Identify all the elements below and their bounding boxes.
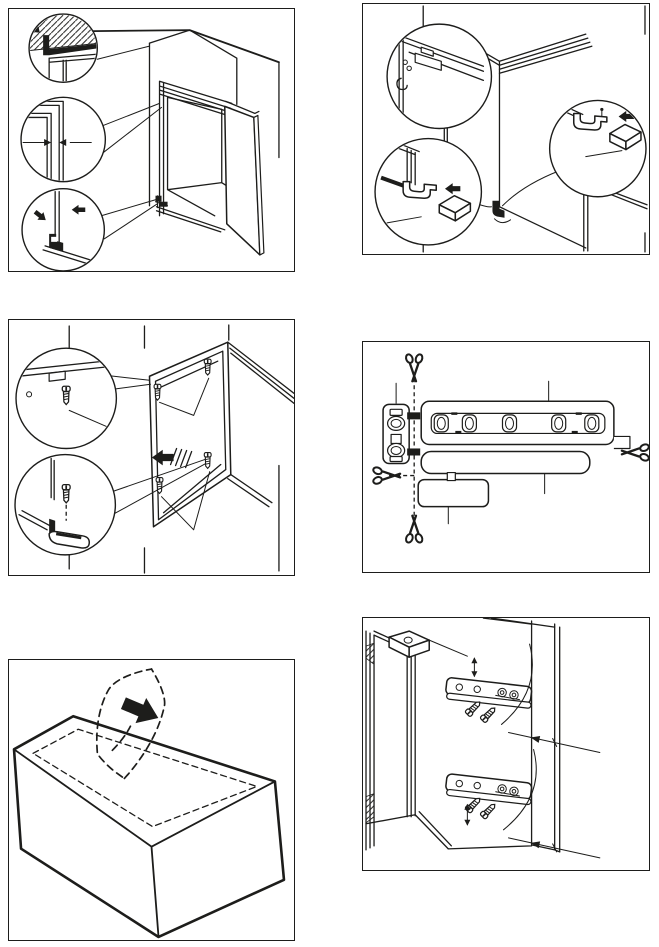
panel-packaging-film bbox=[8, 659, 295, 941]
screw-icon bbox=[480, 705, 498, 723]
peel-arrow-icon bbox=[118, 691, 164, 731]
scissors-icon bbox=[405, 353, 424, 381]
figure-cover-caps bbox=[363, 4, 649, 254]
callout-leaders bbox=[97, 46, 161, 239]
sealing-strip bbox=[421, 451, 590, 473]
callout-top-hinge bbox=[387, 24, 491, 128]
perforation-outline bbox=[33, 729, 257, 826]
figure-cutting-plan bbox=[363, 342, 649, 572]
callout-right-cap bbox=[550, 100, 646, 196]
callout-bottom-gap bbox=[22, 189, 104, 271]
callout-side-gap bbox=[21, 97, 105, 181]
figure-mounting-rails bbox=[363, 618, 649, 870]
scissors-icon bbox=[372, 466, 400, 485]
decor-frame bbox=[149, 342, 230, 527]
distance-arrow bbox=[429, 640, 477, 677]
screw-icon bbox=[62, 485, 70, 503]
peel-film bbox=[97, 669, 165, 778]
appliance-door-edge bbox=[366, 631, 451, 850]
bottom-hinge bbox=[156, 196, 168, 208]
panel-strip-cutting bbox=[362, 341, 650, 573]
callout-bottom-screw bbox=[15, 455, 115, 555]
figure-niche-gaps bbox=[9, 9, 294, 271]
panel-niche-gap-details bbox=[8, 8, 295, 272]
built-in-cabinet bbox=[93, 30, 279, 255]
hinge-cover-plate bbox=[421, 401, 614, 444]
panel-mounting-rails bbox=[362, 617, 650, 871]
screw-icon bbox=[154, 384, 161, 400]
screw-icon bbox=[204, 359, 211, 375]
end-piece bbox=[383, 404, 409, 463]
panel-hinge-cover-caps bbox=[362, 3, 650, 255]
panel-door-frame-screws bbox=[8, 319, 295, 576]
screw-icon bbox=[156, 478, 163, 494]
callout-bottom-cap bbox=[375, 139, 481, 245]
callout-top-screw bbox=[16, 348, 116, 448]
screw-icon bbox=[62, 386, 70, 404]
screw-icon bbox=[480, 802, 498, 820]
strip-clip bbox=[447, 473, 455, 481]
callout-ceiling-gap bbox=[23, 10, 113, 87]
top-hinge-cap bbox=[389, 631, 429, 657]
packaging-box bbox=[14, 716, 284, 937]
mounting-rail bbox=[445, 774, 533, 805]
figure-packaging bbox=[9, 660, 294, 940]
leader-line bbox=[502, 171, 559, 206]
furniture-panel bbox=[448, 618, 559, 852]
scissors-icon bbox=[405, 516, 424, 544]
bottom-hinge-pin bbox=[492, 201, 510, 223]
figure-frame-screws bbox=[9, 320, 294, 575]
spacer-piece bbox=[418, 480, 488, 507]
screw-icon bbox=[204, 453, 211, 469]
plate-tab bbox=[614, 436, 630, 448]
